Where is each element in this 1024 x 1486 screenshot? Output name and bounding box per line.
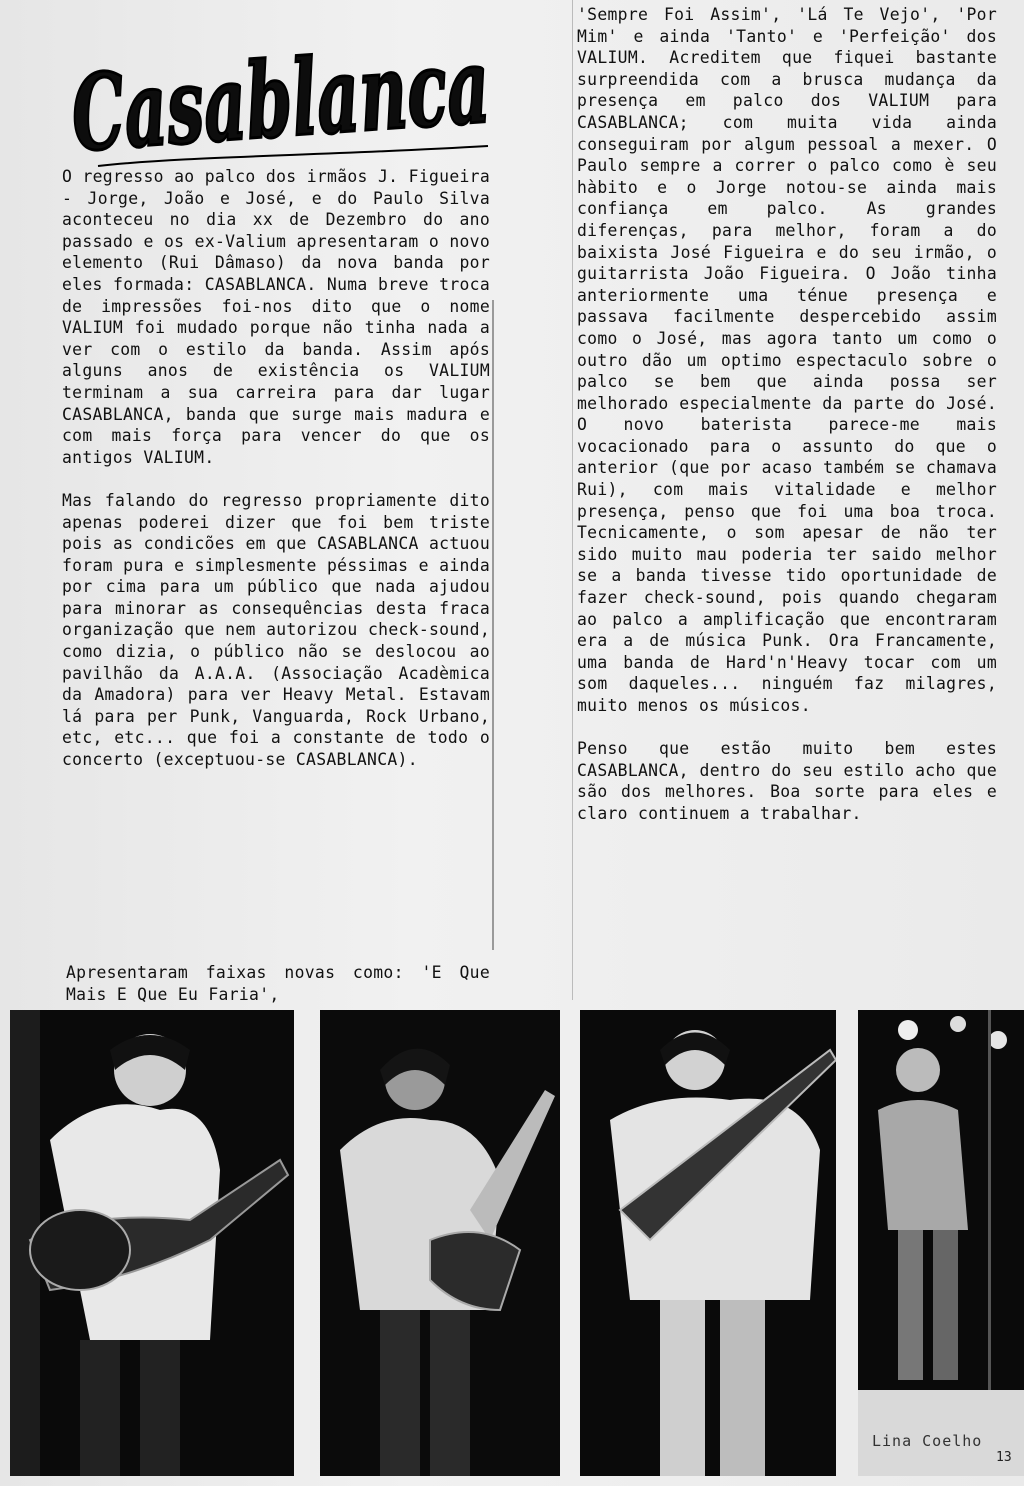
concert-photo-4 — [858, 1010, 1024, 1476]
bassist-photo-icon — [580, 1010, 836, 1476]
concert-photo-1 — [10, 1010, 294, 1476]
author-credit: Lina Coelho — [872, 1432, 983, 1450]
singer-photo-icon — [858, 1010, 1024, 1476]
page-number: 13 — [996, 1450, 1012, 1465]
article-column-left — [62, 166, 490, 792]
article-title — [68, 6, 496, 176]
photo-strip — [10, 1010, 1024, 1476]
article-paragraph: Apresentaram faixas novas como: 'E Que Mais E Que Eu Faria', — [66, 963, 490, 1004]
guitarist-photo-icon — [10, 1010, 294, 1476]
article-paragraph: Penso que estão muito bem estes CASABLANCA, dentro do seu estilo acho que são dos melhores. Boa sorte para eles e claro continuem a trabalhar. — [577, 739, 997, 823]
column-divider-right — [572, 0, 573, 1000]
concert-photo-2 — [320, 1010, 560, 1476]
guitarist-photo-icon-2 — [320, 1010, 560, 1476]
svg-text:Casablanca: Casablanca — [68, 6, 496, 176]
article-paragraph: 'Sempre Foi Assim', 'Lá Te Vejo', 'Por Mim' e ainda 'Tanto' e 'Perfeição' dos VALIUM. Acreditem que fiquei bastante surpreendida com a brusca mudança da presença em palco dos VALIUM para CASABLANCA; com muita vida ainda conseguiram por algum pessoal a mexer. O Paulo sempre a correr o palco como è seu hàbito e o Jorge notou-se ainda mais confiança em palco. As grandes diferenças, para melhor, foram a do baixista José Figueira e do seu irmão, o guitarrista João Figueira. O João tinha anteriormente uma ténue presença e passava facilmente despercebido assim como o José, mas agora tanto um como o outro dão um optimo espectaculo sobre o palco se bem que ainda possa ser melhorado especialmente da parte do José. O novo baterista parece-me mais vocacionado para o assunto do que o anterior (que por acaso também se chamava Rui), com mais vitalidade e melhor presença, penso que foi uma boa troca. Tecnicamente, o som apesar de não ter sido muito mau poderia ter saido melhor se a banda tivesse tido oportunidade de fazer check-sound, pois quando chegaram ao palco a amplificação que encontraram era a de música Punk. Ora Francamente, uma banda de Hard'n'Heavy tocar com um som daqueles... ninguém faz milagres, muito menos os músicos. — [577, 5, 997, 715]
concert-photo-3 — [580, 1010, 836, 1476]
article-paragraph: O regresso ao palco dos irmãos J. Figueira - Jorge, João e José, e do Paulo Silva aconteceu no dia xx de Dezembro do ano passado e os ex-Valium apresentaram o novo elemento (Rui Dâmaso) da nova banda por eles formada: CASABLANCA. Numa breve troca de impressões foi-nos dito que o nome VALIUM foi mudado porque não tinha nada a ver com o estilo da banda. Assim após alguns anos de existência os VALIUM terminam a sua carreira para dar lugar CASABLANCA, banda que surge mais madura e com mais força para vencer do que os antigos VALIUM. — [62, 167, 490, 467]
title-logo — [68, 6, 496, 176]
article-column-right — [577, 4, 997, 846]
article-paragraph: Mas falando do regresso propriamente dito apenas poderei dizer que foi bem triste pois as condicões em que CASABLANCA actuou foram pura e simplesmente péssimas e ainda por cima para um público que nada ajudou para minorar as consequências desta fraca organização que nem autorizou check-sound, como dizia, o público não se deslocou ao pavilhão da A.A.A. (Associação Acadèmica da Amadora) para ver Heavy Metal. Estavam lá para per Punk, Vanguarda, Rock Urbano, etc, etc... que foi a constante de todo o concerto (exceptuou-se CASABLANCA). — [62, 490, 490, 770]
column-divider — [492, 300, 494, 950]
